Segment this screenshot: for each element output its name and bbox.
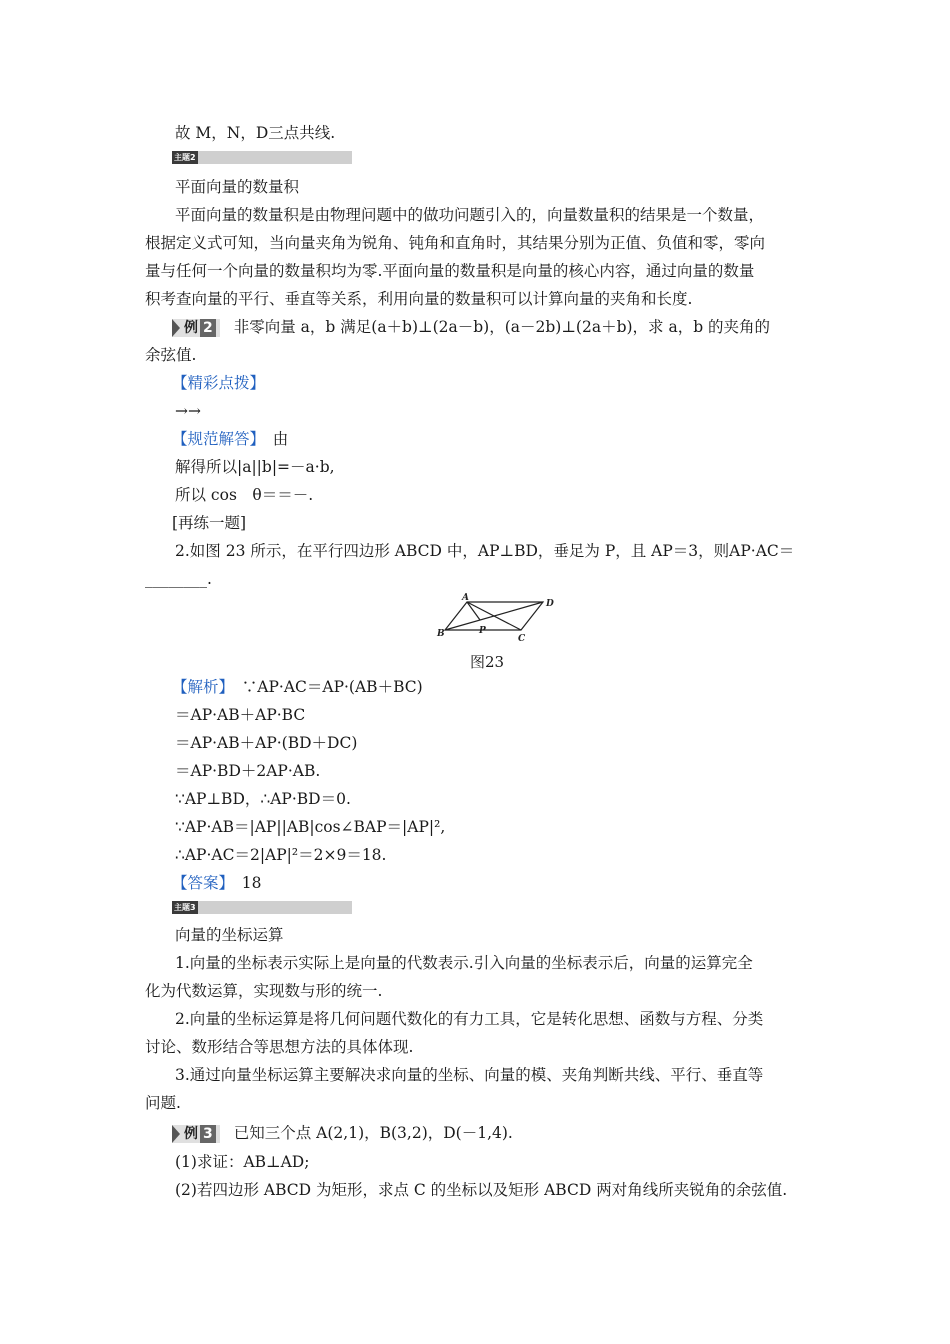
point-label-a: A xyxy=(462,593,469,603)
solution-line1 xyxy=(172,429,288,449)
topic2-para-line: 根据定义式可知，当向量夹角为锐角、钝角和直角时，其结果分别为正值、负值和零，零向 xyxy=(145,234,766,252)
point-label-b: B xyxy=(437,629,445,639)
topic3-p3-line: 问题. xyxy=(145,1094,181,1112)
solution-line2: 解得所以|a||b|=－a·b, xyxy=(175,458,335,476)
practice-question-line2: ________. xyxy=(145,570,212,588)
example-badge-number: 2 xyxy=(200,319,216,337)
practice-question-line1: 2.如图 23 所示，在平行四边形 ABCD 中，AP⊥BD，垂足为 P，且 AP＝3，则AP·AC＝ xyxy=(175,542,795,560)
topic3-p3-line: 3.通过向量坐标运算主要解决求向量的坐标、向量的模、夹角判断共线、平行、垂直等 xyxy=(175,1066,764,1084)
topic3-p1-line: 化为代数运算，实现数与形的统一. xyxy=(145,982,383,1000)
analysis-line: ＝AP·BD＋2AP·AB. xyxy=(175,762,321,780)
conclusion-line: 故 M，N，D三点共线. xyxy=(175,124,336,142)
topic3-label: 主题3 xyxy=(174,903,196,912)
example2-badge xyxy=(172,319,220,337)
parallelogram-figure xyxy=(425,590,565,650)
topic2-bar xyxy=(172,151,352,164)
example3-q2: (2)若四边形 ABCD 为矩形，求点 C 的坐标以及矩形 ABCD 两对角线所夹锐角的余弦值. xyxy=(175,1181,788,1199)
hint-label: 【精彩点拨】 xyxy=(172,374,266,392)
topic2-title: 平面向量的数量积 xyxy=(175,178,300,196)
analysis-line: ∴AP·AC＝2|AP|²＝2×9＝18. xyxy=(175,846,387,864)
example-badge-label: 例 xyxy=(184,1126,198,1142)
example2-line2: 余弦值. xyxy=(145,346,197,364)
analysis-text: ∵AP·AC＝AP·(AB＋BC) xyxy=(241,678,423,696)
topic3-bar xyxy=(172,901,352,914)
answer-line xyxy=(172,873,262,893)
topic3-p1-line: 1.向量的坐标表示实际上是向量的代数表示.引入向量的坐标表示后，向量的运算完全 xyxy=(175,954,753,972)
hint-body: →→ xyxy=(175,402,201,420)
point-label-p: P xyxy=(479,626,486,636)
example3-badge xyxy=(172,1125,220,1143)
solution-line3: 所以 cos θ＝＝－. xyxy=(175,486,314,504)
example-badge-number: 3 xyxy=(200,1125,216,1143)
topic3-p2-line: 讨论、数形结合等思想方法的具体体现. xyxy=(145,1038,414,1056)
practice-label: [再练一题] xyxy=(172,514,247,532)
point-label-c: C xyxy=(518,634,526,644)
example2-line1 xyxy=(172,317,770,337)
topic3-p2-line: 2.向量的坐标运算是将几何问题代数化的有力工具，它是转化思想、函数与方程、分类 xyxy=(175,1010,764,1028)
answer-value: 18 xyxy=(241,874,262,892)
example3-q1: (1)求证：AB⊥AD; xyxy=(175,1153,310,1171)
analysis-line: ＝AP·AB＋AP·(BD＋DC) xyxy=(175,734,358,752)
example-badge-label: 例 xyxy=(184,320,198,336)
point-label-d: D xyxy=(546,599,554,609)
analysis-line1 xyxy=(172,677,423,697)
solution-body: 由 xyxy=(272,430,289,448)
example2-text: 非零向量 a，b 满足(a＋b)⊥(2a－b)，(a－2b)⊥(2a＋b)，求 a，b 的夹角的 xyxy=(233,318,771,336)
diagonal-bd xyxy=(445,602,543,630)
topic2-para-line: 量与任何一个向量的数量积均为零.平面向量的数量积是向量的核心内容，通过向量的数量 xyxy=(145,262,755,280)
analysis-line: ∵AP·AB＝|AP||AB|cos∠BAP＝|AP|², xyxy=(175,818,446,836)
analysis-line: ＝AP·AB＋AP·BC xyxy=(175,706,306,724)
topic2-label: 主题2 xyxy=(174,153,196,162)
analysis-line: ∵AP⊥BD，∴AP·BD＝0. xyxy=(175,790,351,808)
example3-text: 已知三个点 A(2,1)，B(3,2)，D(－1,4). xyxy=(233,1124,513,1142)
topic3-title: 向量的坐标运算 xyxy=(175,926,284,944)
answer-label: 【答案】 xyxy=(172,874,227,892)
topic2-para-line: 平面向量的数量积是由物理问题中的做功问题引入的，向量数量积的结果是一个数量， xyxy=(175,206,765,224)
topic2-para-line: 积考查向量的平行、垂直等关系，利用向量的数量积可以计算向量的夹角和长度. xyxy=(145,290,693,308)
analysis-label: 【解析】 xyxy=(172,678,227,696)
example3-line1 xyxy=(172,1123,513,1143)
figure-caption: 图23 xyxy=(470,653,505,671)
solution-label: 【规范解答】 xyxy=(172,430,258,448)
